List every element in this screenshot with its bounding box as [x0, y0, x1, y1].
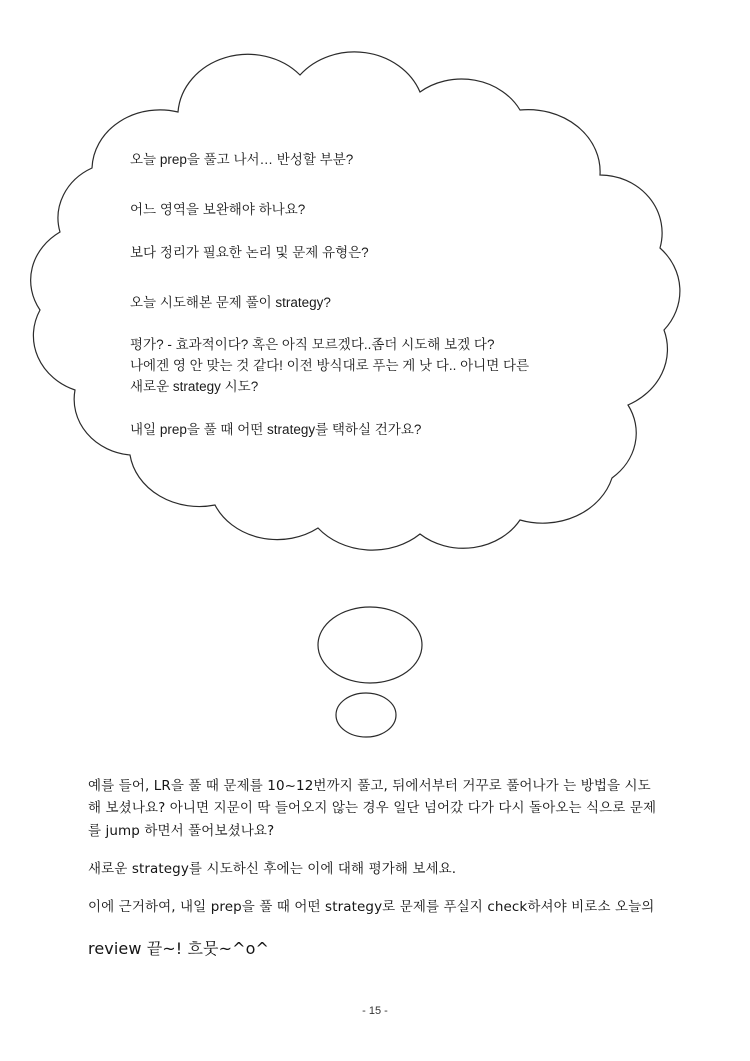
note-paragraph-2: 새로운 strategy를 시도하신 후에는 이에 대해 평가해 보세요.: [88, 860, 457, 877]
note-paragraph-4: review 끝~! 흐뭇~^o^: [88, 939, 269, 959]
bubble-line-7: 새로운 strategy 시도?: [130, 378, 259, 394]
bubble-line-8: 내일 prep을 풀 때 어떤 strategy를 택하실 건가요?: [130, 421, 422, 437]
handwritten-notes: [88, 775, 663, 977]
thought-bubble-text: [130, 150, 610, 440]
bubble-line-5: 평가? - 효과적이다? 혹은 아직 모르겠다..좀더 시도해 보겠 다?: [130, 337, 495, 352]
bubble-line-1: 오늘 prep을 풀고 나서… 반성할 부분?: [130, 152, 354, 167]
bubble-line-6: 나에겐 영 안 맞는 것 같다! 이전 방식대로 푸는 게 낫 다.. 아니면 다른: [130, 357, 530, 373]
bubble-line-2: 어느 영역을 보완해야 하나요?: [130, 202, 306, 218]
bubble-line-3: 보다 정리가 필요한 논리 및 문제 유형은?: [130, 244, 369, 260]
page-number: - 15 -: [362, 1005, 388, 1017]
note-paragraph-3: 이에 근거하여, 내일 prep을 풀 때 어떤 strategy로 문제를 푸실지 check하셔야 비로소 오늘의: [88, 899, 655, 916]
note-paragraph-1: 예를 들어, LR을 풀 때 문제를 10~12번까지 풀고, 뒤에서부터 거꾸로 풀어나가 는 방법을 시도해 보셨나요? 아니면 지문이 딱 들어오지 않는 경우 일단 넘어갔 다가 다시 돌아오는 식으로 문제를 jump 하면서 풀어보셨나요?: [88, 778, 657, 839]
bubble-line-4: 오늘 시도해본 문제 풀이 strategy?: [130, 294, 331, 310]
